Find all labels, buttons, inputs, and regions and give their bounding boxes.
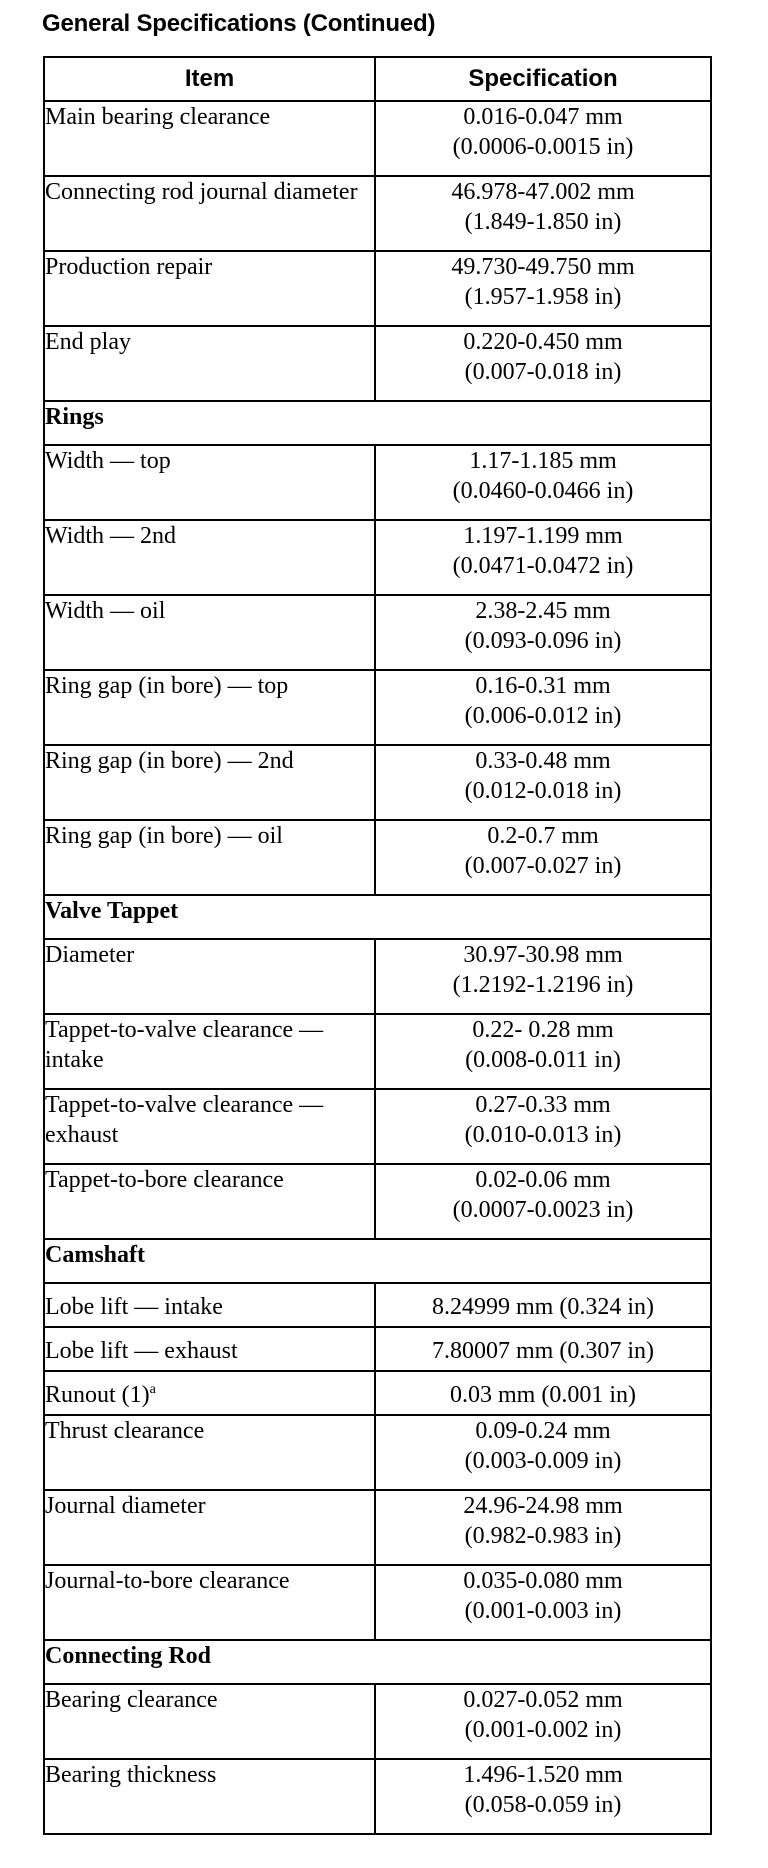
- item-label: Bearing thickness: [45, 1762, 217, 1788]
- item-label: Bearing clearance: [45, 1687, 218, 1713]
- table-row: [44, 1164, 711, 1239]
- spec-cell: [375, 745, 711, 820]
- page-title: General Specifications (Continued): [42, 10, 436, 37]
- section-row: [44, 1239, 711, 1283]
- item-cell: [44, 1283, 375, 1327]
- item-label: Tappet-to-valve clearance — intake: [45, 1017, 324, 1073]
- item-label: Width — top: [45, 448, 171, 474]
- table-row: [44, 1759, 711, 1834]
- item-cell: [44, 326, 375, 401]
- table-row: [44, 101, 711, 176]
- spec-metric: 0.027-0.052 mm: [463, 1687, 623, 1713]
- item-label: Ring gap (in bore) — 2nd: [45, 748, 294, 774]
- item-label: Thrust clearance: [45, 1418, 205, 1444]
- item-label: Runout (1): [45, 1382, 150, 1408]
- item-cell: [44, 1684, 375, 1759]
- table-row: [44, 326, 711, 401]
- spec-imperial: (1.849-1.850 in): [464, 209, 622, 235]
- spec-cell: [375, 1014, 711, 1089]
- item-cell: [44, 820, 375, 895]
- table-row: [44, 745, 711, 820]
- spec-imperial: (0.058-0.059 in): [464, 1792, 622, 1818]
- item-cell: [44, 595, 375, 670]
- spec-imperial: (0.982-0.983 in): [464, 1523, 622, 1549]
- spec-metric: 0.220-0.450 mm: [463, 329, 623, 355]
- spec-metric: 1.496-1.520 mm: [463, 1762, 623, 1788]
- item-label: Journal diameter: [45, 1493, 206, 1519]
- spec-metric: 0.16-0.31 mm: [475, 673, 611, 699]
- spec-imperial: (0.007-0.018 in): [464, 359, 622, 385]
- spec-cell: [375, 939, 711, 1014]
- spec-table-body: [44, 101, 711, 1834]
- spec-metric: 0.02-0.06 mm: [475, 1167, 611, 1193]
- spec-imperial: (0.0006-0.0015 in): [452, 134, 634, 160]
- item-label: Main bearing clearance: [45, 104, 271, 130]
- spec-cell: [375, 1565, 711, 1640]
- spec-metric: 2.38-2.45 mm: [475, 598, 611, 624]
- spec-cell: [375, 176, 711, 251]
- section-heading: Rings: [44, 401, 711, 445]
- spec-cell: [375, 1283, 711, 1327]
- table-row: [44, 939, 711, 1014]
- section-row: [44, 401, 711, 445]
- item-cell: [44, 1490, 375, 1565]
- item-cell: [44, 670, 375, 745]
- spec-cell: [375, 595, 711, 670]
- item-label: Diameter: [45, 942, 135, 968]
- table-row: [44, 176, 711, 251]
- item-label: Ring gap (in bore) — oil: [45, 823, 283, 849]
- spec-metric: 30.97-30.98 mm: [463, 942, 623, 968]
- spec-metric: 0.22- 0.28 mm: [472, 1017, 614, 1043]
- spec-cell: [375, 326, 711, 401]
- spec-imperial: (0.006-0.012 in): [464, 703, 622, 729]
- item-label: Width — oil: [45, 598, 166, 624]
- table-row: [44, 1014, 711, 1089]
- spec-cell: [375, 1371, 711, 1415]
- spec-metric: 0.33-0.48 mm: [475, 748, 611, 774]
- section-heading: Valve Tappet: [44, 895, 711, 939]
- spec-metric: 0.2-0.7 mm: [487, 823, 599, 849]
- spec-cell: [375, 1327, 711, 1371]
- spec-cell: [375, 820, 711, 895]
- item-cell: [44, 939, 375, 1014]
- spec-metric: 0.016-0.047 mm: [463, 104, 623, 130]
- header-item: Item: [44, 57, 375, 101]
- table-row: [44, 1371, 711, 1415]
- item-cell: [44, 1759, 375, 1834]
- spec-imperial: (0.0471-0.0472 in): [452, 553, 634, 579]
- spec-imperial: (0.001-0.003 in): [464, 1598, 622, 1624]
- spec-metric: 8.24999 mm (0.324 in): [432, 1294, 654, 1320]
- spec-cell: [375, 1759, 711, 1834]
- item-cell: [44, 251, 375, 326]
- item-cell: [44, 745, 375, 820]
- spec-cell: [375, 1415, 711, 1490]
- table-row: [44, 1327, 711, 1371]
- table-row: [44, 1415, 711, 1490]
- table-row: [44, 251, 711, 326]
- table-row: [44, 1283, 711, 1327]
- spec-imperial: (0.001-0.002 in): [464, 1717, 622, 1743]
- item-label: Ring gap (in bore) — top: [45, 673, 289, 699]
- spec-table: [43, 56, 712, 1835]
- item-cell: [44, 101, 375, 176]
- table-row: [44, 520, 711, 595]
- item-label: Production repair: [45, 254, 213, 280]
- spec-cell: [375, 1490, 711, 1565]
- spec-imperial: (0.0007-0.0023 in): [452, 1197, 634, 1223]
- item-cell: [44, 1371, 375, 1415]
- item-label: Tappet-to-valve clearance — exhaust: [45, 1092, 324, 1148]
- spec-imperial: (0.007-0.027 in): [464, 853, 622, 879]
- spec-cell: [375, 1164, 711, 1239]
- spec-cell: [375, 251, 711, 326]
- spec-imperial: (0.093-0.096 in): [464, 628, 622, 654]
- spec-imperial: (0.0460-0.0466 in): [452, 478, 634, 504]
- spec-imperial: (0.008-0.011 in): [465, 1047, 621, 1073]
- footnote-marker: a: [149, 1382, 156, 1397]
- item-label: Journal-to-bore clearance: [45, 1568, 290, 1594]
- section-row: [44, 895, 711, 939]
- header-row: [44, 57, 711, 101]
- spec-metric: 1.197-1.199 mm: [463, 523, 623, 549]
- spec-metric: 0.035-0.080 mm: [463, 1568, 623, 1594]
- table-row: [44, 1565, 711, 1640]
- item-cell: [44, 1415, 375, 1490]
- spec-imperial: (0.010-0.013 in): [464, 1122, 622, 1148]
- spec-metric: 46.978-47.002 mm: [451, 179, 635, 205]
- item-label: Connecting rod journal diameter: [45, 179, 358, 205]
- spec-metric: 24.96-24.98 mm: [463, 1493, 623, 1519]
- spec-cell: [375, 101, 711, 176]
- section-row: [44, 1640, 711, 1684]
- item-label: Lobe lift — exhaust: [45, 1338, 238, 1364]
- item-label: Width — 2nd: [45, 523, 177, 549]
- section-heading: Connecting Rod: [44, 1640, 711, 1684]
- spec-metric: 0.03 mm (0.001 in): [450, 1382, 636, 1408]
- item-label: Lobe lift — intake: [45, 1294, 223, 1320]
- table-row: [44, 445, 711, 520]
- item-cell: [44, 520, 375, 595]
- section-heading: Camshaft: [44, 1239, 711, 1283]
- item-cell: [44, 1565, 375, 1640]
- table-row: [44, 820, 711, 895]
- header-specification: Specification: [375, 57, 711, 101]
- item-cell: [44, 1164, 375, 1239]
- table-row: [44, 670, 711, 745]
- item-label: End play: [45, 329, 131, 355]
- spec-cell: [375, 670, 711, 745]
- spec-cell: [375, 1089, 711, 1164]
- spec-imperial: (1.2192-1.2196 in): [452, 972, 634, 998]
- spec-metric: 0.09-0.24 mm: [475, 1418, 611, 1444]
- spec-cell: [375, 445, 711, 520]
- table-row: [44, 1089, 711, 1164]
- spec-cell: [375, 520, 711, 595]
- spec-metric: 1.17-1.185 mm: [469, 448, 617, 474]
- table-row: [44, 595, 711, 670]
- item-cell: [44, 176, 375, 251]
- item-cell: [44, 1327, 375, 1371]
- item-cell: [44, 1014, 375, 1089]
- spec-metric: 49.730-49.750 mm: [451, 254, 635, 280]
- spec-metric: 0.27-0.33 mm: [475, 1092, 611, 1118]
- item-cell: [44, 445, 375, 520]
- table-row: [44, 1490, 711, 1565]
- spec-imperial: (0.003-0.009 in): [464, 1448, 622, 1474]
- spec-cell: [375, 1684, 711, 1759]
- item-label: Tappet-to-bore clearance: [45, 1167, 284, 1193]
- item-cell: [44, 1089, 375, 1164]
- spec-imperial: (1.957-1.958 in): [464, 284, 622, 310]
- spec-imperial: (0.012-0.018 in): [464, 778, 622, 804]
- table-row: [44, 1684, 711, 1759]
- spec-metric: 7.80007 mm (0.307 in): [432, 1338, 654, 1364]
